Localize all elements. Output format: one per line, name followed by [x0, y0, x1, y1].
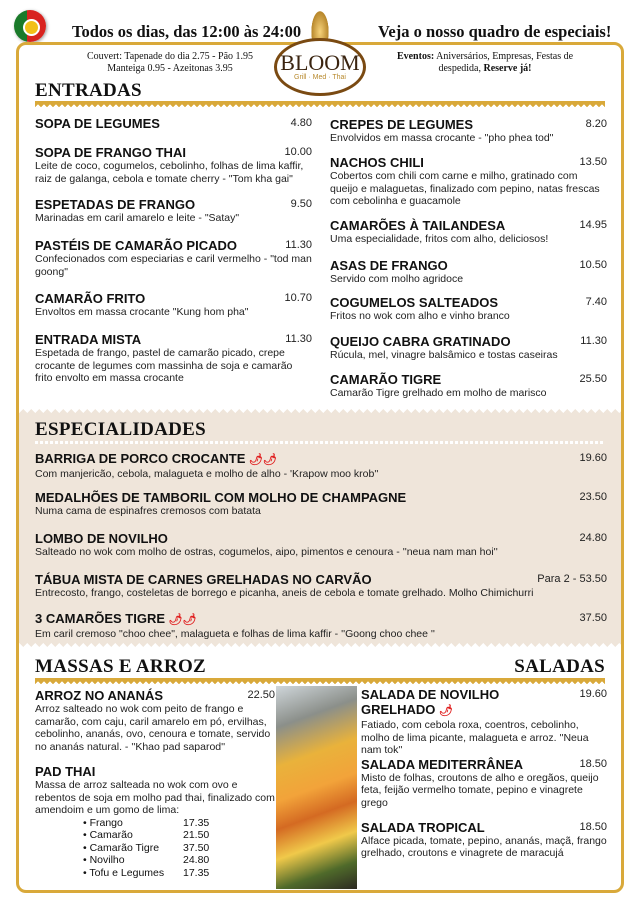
pad-thai-option [83, 854, 275, 867]
item-name [35, 451, 607, 468]
logo-subtitle: Grill · Med · Thai [294, 74, 346, 81]
item-name-text: SOPA DE LEGUMES [35, 116, 160, 131]
menu-item [330, 155, 607, 218]
menu-item [361, 757, 607, 820]
opening-hours: Todos os dias, das 12:00 às 24:00 [72, 22, 302, 41]
item-name [330, 295, 607, 310]
item-name [35, 291, 312, 306]
item-price: 23.50 [579, 491, 607, 503]
item-name [35, 531, 607, 546]
pad-thai-option [83, 829, 275, 842]
item-name [330, 334, 607, 349]
item-description: Massa de arroz salteada no wok com ovo e rebentos de soja em molho pad thai, finalizado com amendoim e um gomo de lima: [35, 779, 275, 816]
item-description: Uma especialidade, fritos com alho, deliciosos! [330, 233, 549, 245]
item-name-text: ESPETADAS DE FRANGO [35, 197, 196, 212]
option-label: • Camarão Tigre [83, 841, 160, 854]
couvert-info [70, 51, 270, 75]
item-name [361, 820, 607, 835]
menu-item [35, 332, 312, 385]
item-name [361, 757, 607, 772]
menu-item [330, 334, 607, 372]
option-label: • Camarão [83, 829, 133, 841]
item-description: Salteado no wok com molho de ostras, cogumelos, aipo, pimentos e cenoura - ''neua nam man hoi'' [35, 546, 498, 558]
pineapple-rice-photo [276, 686, 357, 889]
zigzag-edge [19, 643, 621, 651]
item-description: Confecionados com especiarias e caril vermelho - "tod man goong" [35, 253, 312, 278]
menu-item [35, 451, 607, 490]
item-description: Com manjericão, cebola, malagueta e molho de alho - 'Krapow moo krob'' [35, 468, 379, 480]
item-price: 18.50 [579, 757, 607, 770]
menu-item [330, 372, 607, 400]
item-price: 14.95 [579, 219, 607, 231]
specials-note: Veja o nosso quadro de especiais! [378, 22, 612, 41]
item-description: Fritos no wok com alho e vinho branco [330, 310, 510, 322]
item-name [35, 490, 607, 505]
item-description: Envoltos em massa crocante "Kung hom pha" [35, 306, 249, 318]
item-description: Rúcula, mel, vinagre balsâmico e tostas caseiras [330, 349, 558, 361]
menu-item [35, 197, 312, 238]
events-label: Eventos: [396, 51, 435, 62]
item-name [35, 572, 607, 587]
item-price: 22.50 [247, 689, 275, 701]
item-price: 11.30 [285, 333, 312, 345]
item-price: 10.70 [284, 292, 312, 304]
item-name-text: COGUMELOS SALTEADOS [330, 295, 499, 310]
item-name [35, 611, 607, 628]
pad-thai-option [83, 817, 275, 830]
menu-item [35, 688, 275, 764]
item-price: 7.40 [585, 296, 607, 308]
option-price: 24.80 [183, 854, 210, 866]
item-description: Espetada de frango, pastel de camarão picado, crepe crocante de legumes com massinha de soja e camarão frito envolto em massa crocante [35, 347, 293, 384]
item-description: Alface picada, tomate, pepino, ananás, maçã, frango grelhado, croutons e vinagrete de maracujá [361, 834, 607, 859]
item-name-text: TÁBUA MISTA DE CARNES GRELHADAS NO CARVÃO [35, 572, 372, 587]
item-name-text: CAMARÃO FRITO [35, 291, 146, 306]
item-name [330, 117, 607, 132]
section-title-massas: MASSAS E ARROZ [35, 656, 207, 677]
item-name [35, 116, 312, 131]
entradas-left-column [35, 116, 312, 385]
entradas-right-column [330, 117, 607, 400]
item-description: Marinadas em caril amarelo e leite - "Satay" [35, 212, 240, 224]
option-price: 17.35 [183, 866, 210, 879]
menu-item [330, 258, 607, 295]
item-price: 24.80 [579, 532, 607, 544]
item-price: 19.60 [579, 688, 607, 700]
item-price: 11.30 [285, 239, 312, 251]
item-price: Para 2 - 53.50 [537, 573, 607, 585]
option-price: 37.50 [183, 841, 210, 854]
item-name [35, 238, 312, 253]
bloom-logo [272, 8, 368, 98]
item-description: Leite de coco, cogumelos, cebolinho, folhas de lima kaffir, raiz de galanga, cebola e tomate cherry - "Tom kha gai" [35, 160, 304, 185]
item-price: 18.50 [579, 820, 607, 833]
menu-item [35, 764, 275, 879]
couvert-line: Manteiga 0.95 - Azeitonas 3.95 [107, 63, 233, 74]
item-name-text: CAMARÃO TIGRE [330, 372, 442, 387]
option-label: • Tofu e Legumes [83, 866, 165, 879]
item-name [35, 332, 312, 347]
portugal-flag-icon[interactable] [14, 10, 46, 42]
menu-item [35, 531, 607, 572]
item-price: 11.30 [580, 335, 607, 347]
item-name [35, 688, 275, 703]
item-name-text: ARROZ NO ANANÁS [35, 688, 164, 703]
item-name [361, 687, 607, 719]
item-name [330, 258, 607, 273]
option-price: 17.35 [183, 816, 210, 829]
item-name-text: SALADA MEDITERRÂNEA [361, 756, 524, 772]
item-price: 25.50 [579, 373, 607, 385]
flame-icon [310, 8, 330, 42]
item-price: 19.60 [579, 452, 607, 464]
item-name-text: 3 CAMARÕES TIGRE [35, 611, 166, 626]
menu-item [35, 116, 312, 145]
item-name-text: SOPA DE FRANGO THAI [35, 145, 186, 160]
menu-item [35, 572, 607, 611]
pad-thai-option [83, 867, 275, 880]
option-price: 21.50 [183, 829, 210, 841]
menu-item [35, 490, 607, 531]
couvert-line: Couvert: Tapenade do dia 2.75 - Pão 1.95 [86, 51, 254, 62]
divider [35, 441, 605, 444]
menu-item [35, 291, 312, 332]
item-name-text: ASAS DE FRANGO [330, 258, 448, 273]
item-description: Entrecosto, frango, costeletas de borrego e picanha, aneis de cebola e tomate grelhado. Molho Chimichurri [35, 587, 534, 599]
item-description: Arroz salteado no wok com peito de frango e camarão, com caju, caril amarelo em pó, ervilhas, cebolinho, ananás, ovo, cenoura e tomate, servido no ananás natural. - ''Khao pad saparod'' [35, 703, 271, 753]
item-name-text: LOMBO DE NOVILHO [35, 531, 168, 546]
events-info [385, 51, 585, 75]
item-name [35, 145, 312, 160]
divider [35, 101, 605, 107]
item-name-text: ENTRADA MISTA [35, 332, 142, 347]
item-price: 9.50 [290, 198, 312, 210]
item-description: Em caril cremoso "choo chee", malagueta e folhas de lima kaffir - ''Goong choo chee '' [35, 628, 435, 640]
item-price: 10.00 [284, 146, 312, 158]
item-description: Servido com molho agridoce [330, 273, 464, 285]
logo-brand: BLOOM [280, 50, 360, 75]
section-title-entradas: ENTRADAS [35, 80, 142, 101]
menu-item [361, 687, 607, 757]
item-price: 37.50 [579, 612, 607, 624]
menu-item [330, 218, 607, 258]
section-title-saladas: SALADAS [514, 656, 605, 677]
item-description: Cobertos com chili com carne e milho, gratinado com queijo e malaguetas, finalizado com pepino, natas frescas com cebolinha e guacamole [330, 170, 600, 207]
item-name-text: CREPES DE LEGUMES [330, 117, 474, 132]
massas-list [35, 688, 275, 879]
item-price: 8.20 [585, 118, 607, 130]
item-name-text: QUEIJO CABRA GRATINADO [330, 334, 511, 349]
chili-icon: 🌶 [439, 705, 453, 717]
item-name-text: BARRIGA DE PORCO CROCANTE [35, 451, 246, 466]
item-name-text: MEDALHÕES DE TAMBORIL COM MOLHO DE CHAMPAGNE [35, 490, 407, 505]
reserve-cta: Reserve já! [483, 63, 532, 74]
events-text: Aniversários, Empresas, Festas de despedida, [434, 51, 574, 74]
menu-item [35, 611, 607, 641]
divider [35, 678, 605, 684]
item-name-text: NACHOS CHILI [330, 155, 424, 170]
item-name [35, 764, 275, 779]
item-name [35, 197, 312, 212]
menu-item [361, 820, 607, 860]
item-name [330, 155, 607, 170]
chili-icon: 🌶🌶 [249, 454, 277, 466]
zigzag-edge [19, 405, 621, 413]
saladas-list [361, 687, 607, 860]
item-description: Camarão Tigre grelhado em molho de marisco [330, 387, 547, 399]
section-title-especialidades: ESPECIALIDADES [35, 419, 207, 440]
item-description: Fatiado, com cebola roxa, coentros, cebolinho, molho de lima picante, malagueta e arroz. ''Neua nam tok'' [361, 719, 589, 756]
item-name-text: SALADA DE NOVILHO GRELHADO [361, 687, 500, 717]
menu-item [330, 117, 607, 155]
item-description: Misto de folhas, croutons de alho e oregãos, queijo feta, feijão vermelho tomate, pepino e vinagrete grego [361, 771, 599, 809]
item-name-text: SALADA TROPICAL [361, 819, 485, 835]
menu-item [330, 295, 607, 334]
item-name [330, 372, 607, 387]
option-label: • Novilho [83, 854, 125, 866]
item-name-text: PAD THAI [35, 764, 96, 779]
menu-item [35, 145, 312, 197]
pad-thai-options [83, 817, 275, 880]
especialidades-list [35, 451, 607, 641]
item-price: 10.50 [579, 259, 607, 271]
item-description: Numa cama de espinafres cremosos com batata [35, 505, 261, 517]
item-name-text: CAMARÕES À TAILANDESA [330, 218, 506, 233]
menu-item [35, 238, 312, 291]
item-price: 4.80 [290, 117, 312, 129]
item-price: 13.50 [579, 156, 607, 168]
item-name [330, 218, 607, 233]
option-label: • Frango [83, 816, 123, 829]
item-name-text: PASTÉIS DE CAMARÃO PICADO [35, 238, 237, 253]
item-description: Envolvidos em massa crocante - "pho phea tod" [330, 132, 554, 144]
pad-thai-option [83, 842, 275, 855]
chili-icon: 🌶🌶 [168, 614, 197, 626]
